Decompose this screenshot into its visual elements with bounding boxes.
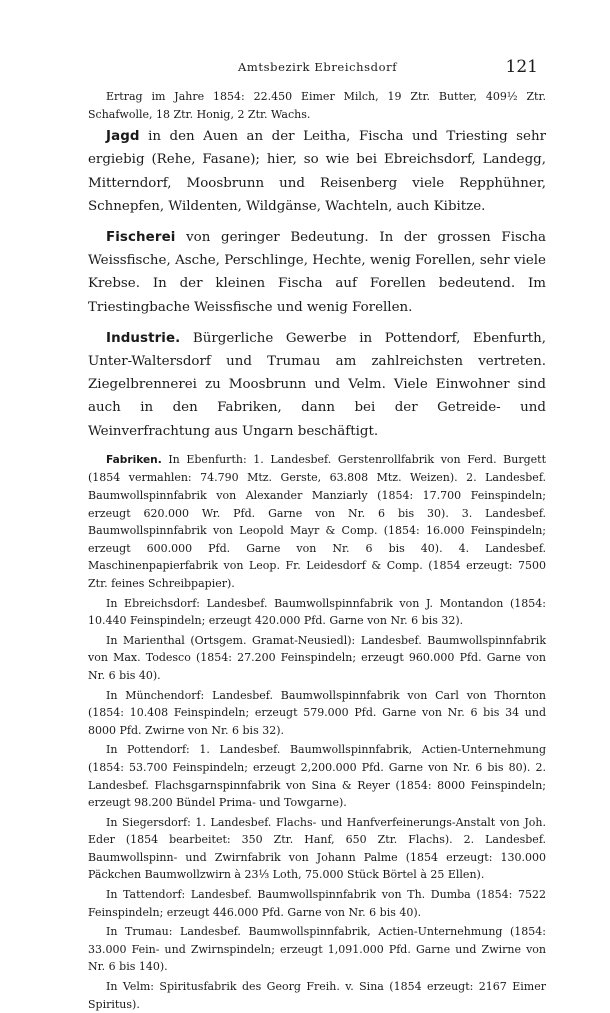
- fabriken-heading: Fabriken.: [106, 453, 162, 466]
- page-number: 121: [505, 57, 538, 77]
- velm-paragraph: In Velm: Spiritusfabrik des Georg Freih. v. Sina (1854 erzeugt: 2167 Eimer Spiritus).: [88, 980, 546, 1011]
- pottendorf-paragraph: In Pottendorf: 1. Landesbef. Baumwollspinnfabrik, Actien-Unternehmung (1854: 53.700 Feinspindeln; erzeugt 2,200.000 Pfd. Garne von Nr. 6 bis 80). 2. Landesbef. Flachsgarnspinnfabrik von Sina & Reyer (1854: 8000 Feinspindeln; erzeugt 98.200 Bündel Prima- und Towgarne).: [88, 743, 546, 810]
- muenchendorf-paragraph: In Münchendorf: Landesbef. Baumwollspinnfabrik von Carl von Thornton (1854: 10.408 Feinspindeln; erzeugt 579.000 Pfd. Garne von Nr. 6 bis 34 und 8000 Pfd. Zwirne von Nr. 6 bis 32).: [88, 688, 546, 737]
- jagd-heading: Jagd: [106, 129, 140, 145]
- fabriken-text: In Ebenfurth: 1. Landesbef. Gerstenrollfabrik von Ferd. Burgett (1854 vermahlen: 74.790 Mtz. Gerste, 63.808 Mtz. Weizen). 2. Landesbef. Baumwollspinnfabrik von Alexander Manziarly (1854: 17.700 Feinspindeln; erzeugt 620.000 Wr. Pfd. Garne von Nr. 6 bis 30). 3. Landesbef. Baumwollspinnfabrik von Leopold Mayr & Comp. (1854: 16.000 Feinspindeln; erzeugt 600.000 Pfd. Garne von Nr. 6 bis 40). 4. Landesbef. Maschinenpapierfabrik von Leop. Fr. Leidesdorf & Comp. (1854 erzeugt: 7500 Ztr. feines Schreibpapier).: [88, 452, 546, 590]
- siegersdorf-paragraph: In Siegersdorf: 1. Landesbef. Flachs- und Hanfverfeinerungs-Anstalt von Joh. Eder (1854 bearbeitet: 350 Ztr. Hanf, 650 Ztr. Flachs). 2. Landesbef. Baumwollspinn- und Zwirnfabrik von Johann Palme (1854 erzeugt: 130.000 Päckchen Baumwollzwirn à 23⅓ Loth, 75.000 Stück Börtel à 25 Ellen).: [88, 815, 546, 882]
- jagd-text: in den Auen an der Leitha, Fischa und Triesting sehr ergiebig (Rehe, Fasane); hier, so wie bei Ebreichsdorf, Landegg, Mitterndorf, Moosbrunn und Reisenberg viele Repphühner, Schnepfen, Wildenten, Wildgänse, Wachteln, auch Kibitze.: [88, 129, 546, 214]
- industrie-paragraph: [88, 327, 546, 443]
- marienthal-paragraph: In Marienthal (Ortsgem. Gramat-Neusiedl): Landesbef. Baumwollspinnfabrik von Max. Todesco (1854: 27.200 Feinspindeln; erzeugt 960.000 Pfd. Garne von Nr. 6 bis 40).: [88, 633, 546, 682]
- industrie-heading: Industrie.: [106, 330, 181, 346]
- running-title: Amtsbezirk Ebreichsdorf: [238, 60, 398, 74]
- ebreichsdorf-paragraph: In Ebreichsdorf: Landesbef. Baumwollspinnfabrik von J. Montandon (1854: 10.440 Feinspindeln; erzeugt 420.000 Pfd. Garne von Nr. 6 bis 32).: [88, 596, 546, 628]
- trumau-paragraph: In Trumau: Landesbef. Baumwollspinnfabrik, Actien-Unternehmung (1854: 33.000 Fein- und Zwirnspindeln; erzeugt 1,091.000 Pfd. Garne und Zwirne von Nr. 6 bis 140).: [88, 925, 546, 974]
- running-head: [88, 57, 546, 88]
- fischerei-text: von geringer Bedeutung. In der grossen Fischa Weissfische, Asche, Perschlinge, Hechte, wenig Forellen, sehr viele Krebse. In der kleinen Fischa auf Forellen bedeutend. Im Triestingbache Weissfische und wenig Forellen.: [88, 230, 546, 315]
- fischerei-paragraph: [88, 226, 546, 319]
- fabriken-paragraph: [88, 451, 546, 593]
- jagd-paragraph: [88, 125, 546, 218]
- industrie-text: Bürgerliche Gewerbe in Pottendorf, Ebenfurth, Unter-Waltersdorf und Trumau am zahlreichsten vertreten. Ziegelbrennerei zu Moosbrunn und Velm. Viele Einwohner sind auch in den Fabriken, dann bei der Getreide- und Weinverfrachtung aus Ungarn beschäftigt.: [88, 330, 546, 439]
- fischerei-heading: Fischerei: [106, 230, 176, 245]
- ertrag-paragraph: Ertrag im Jahre 1854: 22.450 Eimer Milch, 19 Ztr. Butter, 409½ Ztr. Schafwolle, 18 Ztr. Honig, 2 Ztr. Wachs.: [88, 90, 546, 121]
- tattendorf-paragraph: In Tattendorf: Landesbef. Baumwollspinnfabrik von Th. Dumba (1854: 7522 Feinspindeln; erzeugt 446.000 Pfd. Garne von Nr. 6 bis 40).: [88, 888, 546, 919]
